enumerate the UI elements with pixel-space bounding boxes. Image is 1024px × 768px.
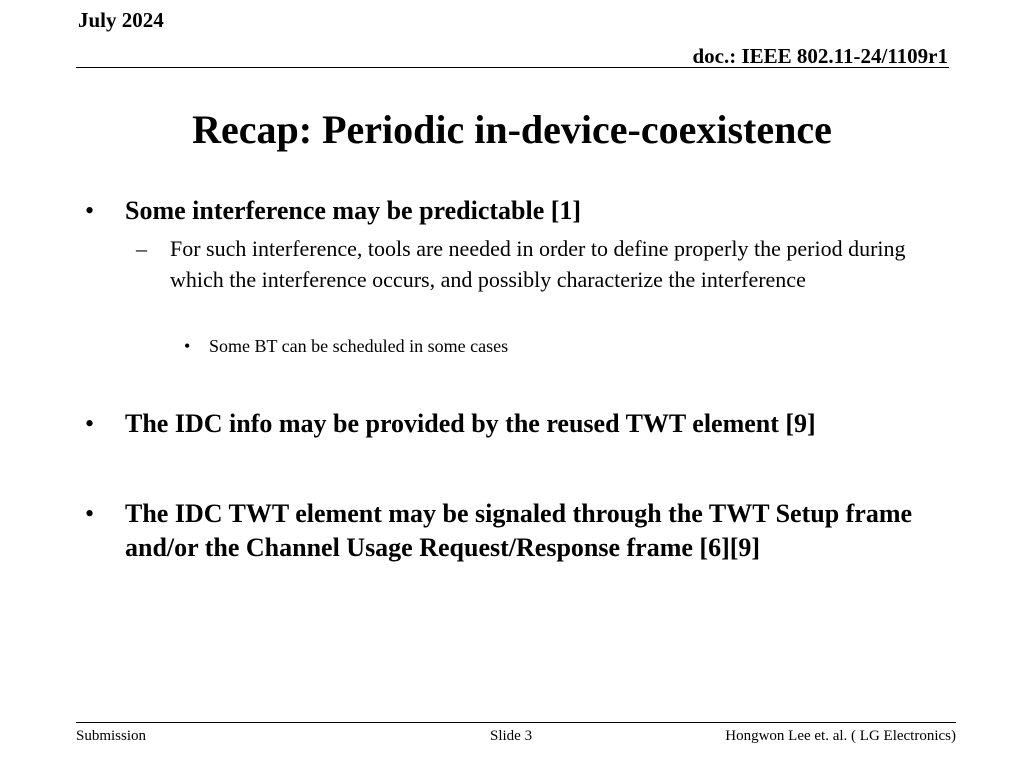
bullet-marker: • (85, 409, 95, 438)
footer-author: Hongwon Lee et. al. ( LG Electronics) (725, 728, 956, 744)
bullet-text: Some interference may be predictable [1] (125, 196, 582, 225)
bullet-text: The IDC info may be provided by the reused TWT element [9] (125, 409, 816, 438)
header-doc-id: doc.: IEEE 802.11-24/1109r1 (692, 44, 948, 68)
footer-submission: Submission (76, 728, 147, 744)
sub-bullet-text: For such interference, tools are needed in order to define properly the period during which the interference occurs, and possibly characterize the interference (170, 236, 906, 292)
slide-title: Recap: Periodic in-device-coexistence (192, 107, 832, 152)
bullet-text: The IDC TWT element may be signaled through the TWT Setup frame and/or the Channel Usage Request/Response frame [6][9] (125, 499, 913, 562)
bullet-marker: • (85, 196, 95, 225)
header-date: July 2024 (78, 8, 164, 32)
bullet-marker: • (85, 499, 95, 528)
footer-slide-number: Slide 3 (490, 728, 533, 744)
sub-sub-bullet-text: Some BT can be scheduled in some cases (209, 336, 509, 356)
footer-divider (76, 722, 956, 723)
sub-sub-bullet-marker: • (184, 336, 191, 356)
sub-bullet-marker: – (136, 236, 147, 261)
